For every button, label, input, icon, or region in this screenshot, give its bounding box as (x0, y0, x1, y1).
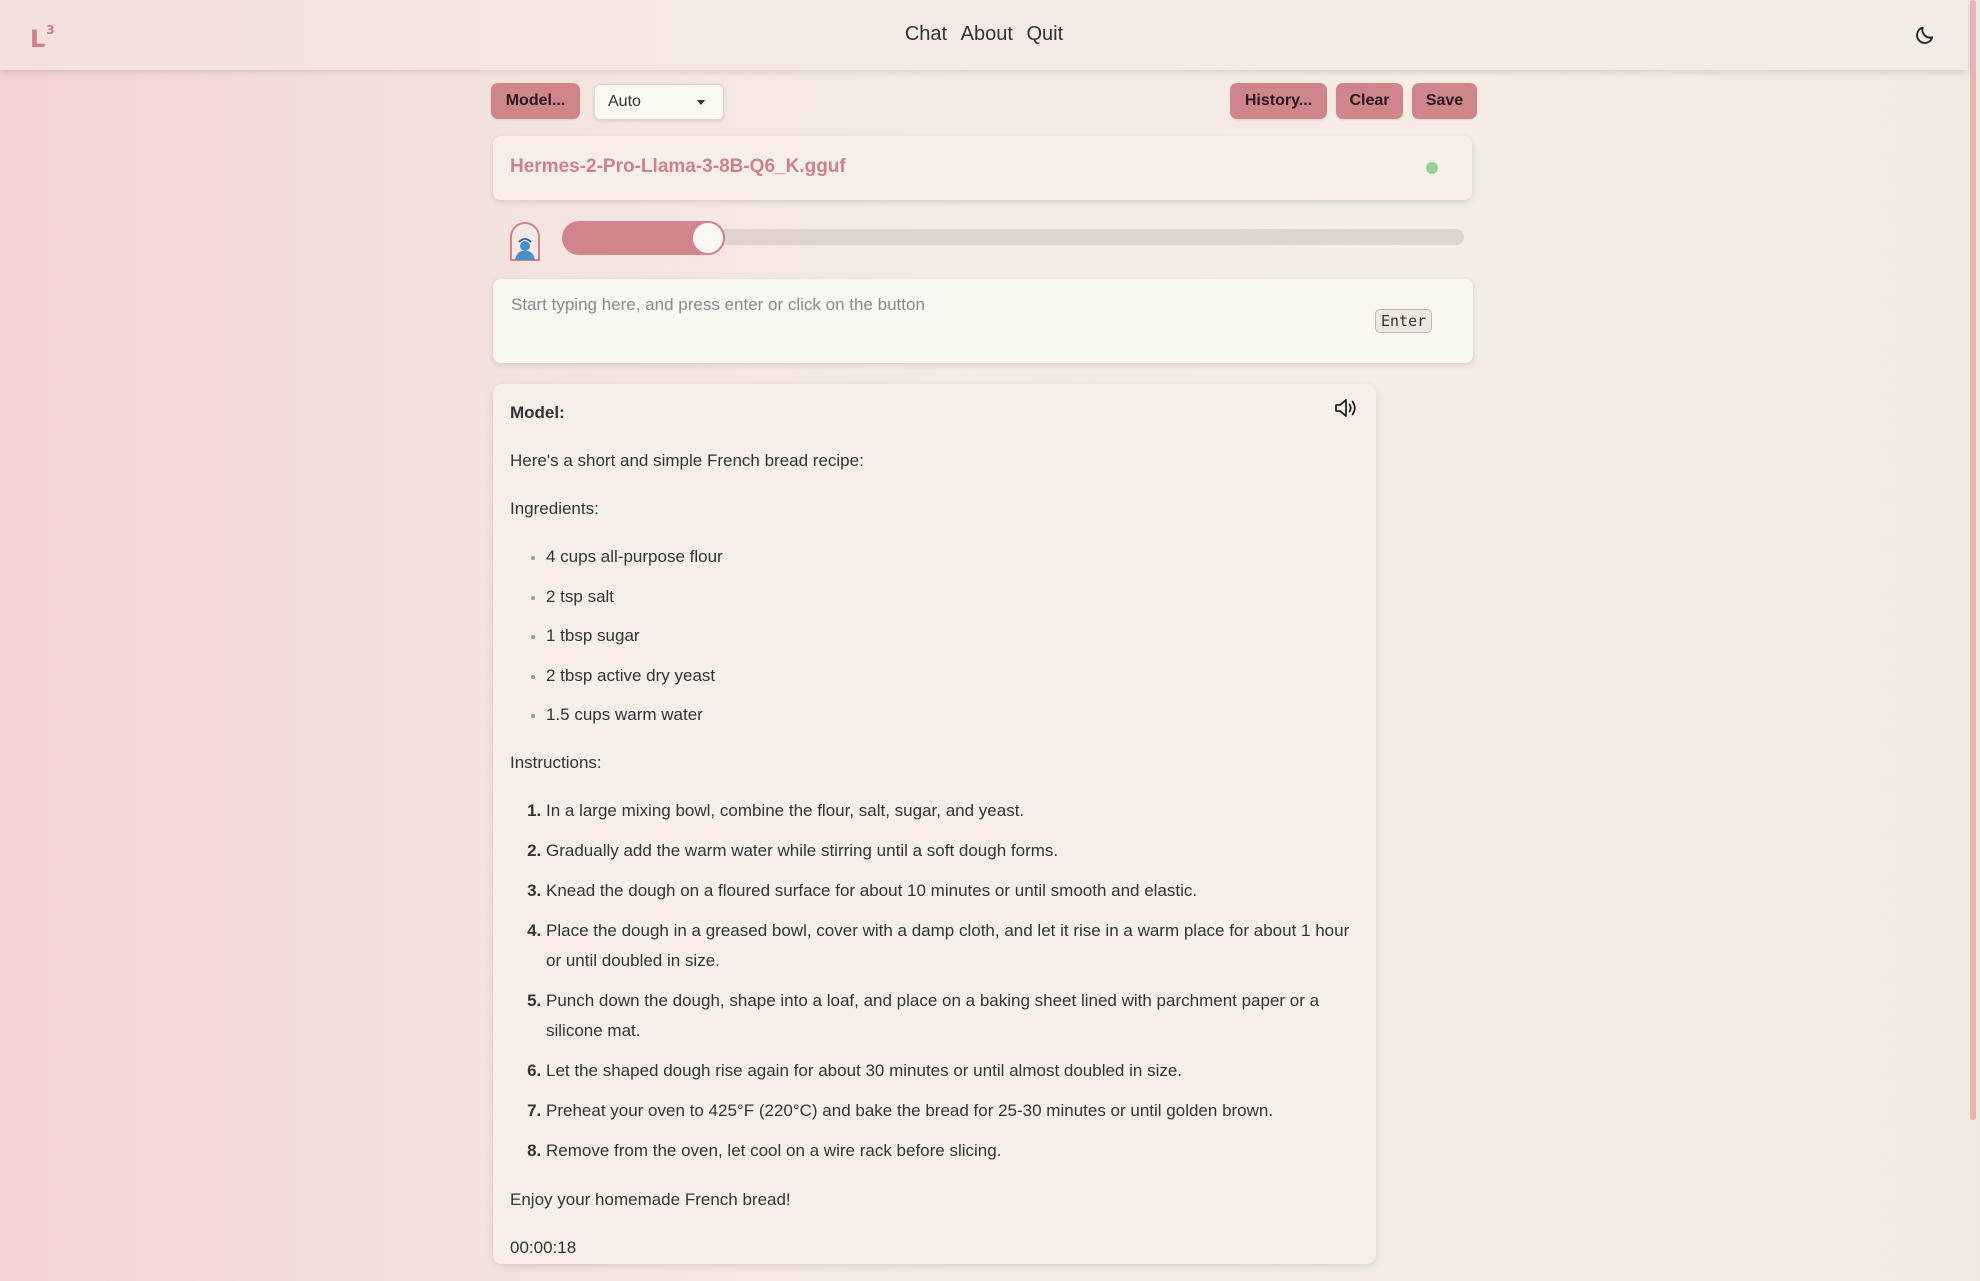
model-name: Hermes-2-Pro-Llama-3-8B-Q6_K.gguf (510, 156, 846, 177)
save-button[interactable]: Save (1412, 83, 1477, 119)
model-button[interactable]: Model... (491, 83, 580, 119)
moon-icon[interactable] (1914, 24, 1936, 46)
message-body (510, 398, 1360, 1281)
nav-link-quit[interactable]: Quit (1026, 23, 1064, 45)
top-navbar (0, 0, 1968, 70)
list-item: 6. Let the shaped dough rise again for about 30 minutes or until almost doubled in size. (546, 1056, 1360, 1086)
list-item: • 1.5 cups warm water (546, 700, 1360, 729)
prompt-input[interactable] (511, 295, 1361, 315)
list-item: 1. In a large mixing bowl, combine the flour, salt, sugar, and yeast. (546, 796, 1360, 826)
instructions-list (510, 796, 1360, 1166)
mode-select[interactable] (594, 84, 724, 120)
message-elapsed-time: 00:00:18 (510, 1238, 577, 1257)
message-intro: Here's a short and simple French bread recipe: (510, 451, 864, 470)
slider-thumb[interactable] (693, 223, 723, 253)
ingredients-list (510, 542, 1360, 729)
message-closing: Enjoy your homemade French bread! (510, 1190, 791, 1209)
list-item: • 1 tbsp sugar (546, 621, 1360, 650)
logo-superscript: 3 (46, 23, 55, 37)
list-item: 7. Preheat your oven to 425°F (220°C) and bake the bread for 25-30 minutes or until golden brown. (546, 1096, 1360, 1126)
history-button[interactable]: History... (1230, 83, 1327, 119)
page-scrollbar[interactable] (1970, 0, 1976, 1120)
list-item: 4. Place the dough in a greased bowl, cover with a damp cloth, and let it rise in a warm place for about 1 hour or until doubled in size. (546, 916, 1360, 976)
clear-button[interactable]: Clear (1336, 83, 1403, 119)
nav-link-chat[interactable]: Chat (904, 23, 948, 45)
enter-key-hint[interactable]: Enter (1375, 309, 1432, 333)
nav-links (0, 23, 1968, 46)
model-message-card (493, 384, 1376, 1264)
list-item: 8. Remove from the oven, let cool on a wire rack before slicing. (546, 1136, 1360, 1166)
mode-select-value: Auto (608, 93, 641, 110)
instructions-heading: Instructions: (510, 753, 602, 772)
logo-text: L (30, 25, 46, 53)
model-info-card (493, 136, 1472, 200)
message-role: Model: (510, 403, 565, 422)
list-item: 3. Knead the dough on a floured surface for about 10 minutes or until smooth and elastic. (546, 876, 1360, 906)
avatar-icon[interactable] (508, 220, 542, 262)
list-item: 5. Punch down the dough, shape into a loaf, and place on a baking sheet lined with parchment paper or a silicone mat. (546, 986, 1360, 1046)
list-item: • 4 cups all-purpose flour (546, 542, 1360, 571)
model-status-indicator (1426, 162, 1438, 174)
list-item: • 2 tbsp active dry yeast (546, 661, 1360, 690)
prompt-input-card (493, 279, 1473, 363)
list-item: 2. Gradually add the warm water while stirring until a soft dough forms. (546, 836, 1360, 866)
chevron-down-icon (697, 100, 705, 105)
ingredients-heading: Ingredients: (510, 499, 599, 518)
list-item: • 2 tsp salt (546, 582, 1360, 611)
nav-link-about[interactable]: About (960, 23, 1013, 45)
